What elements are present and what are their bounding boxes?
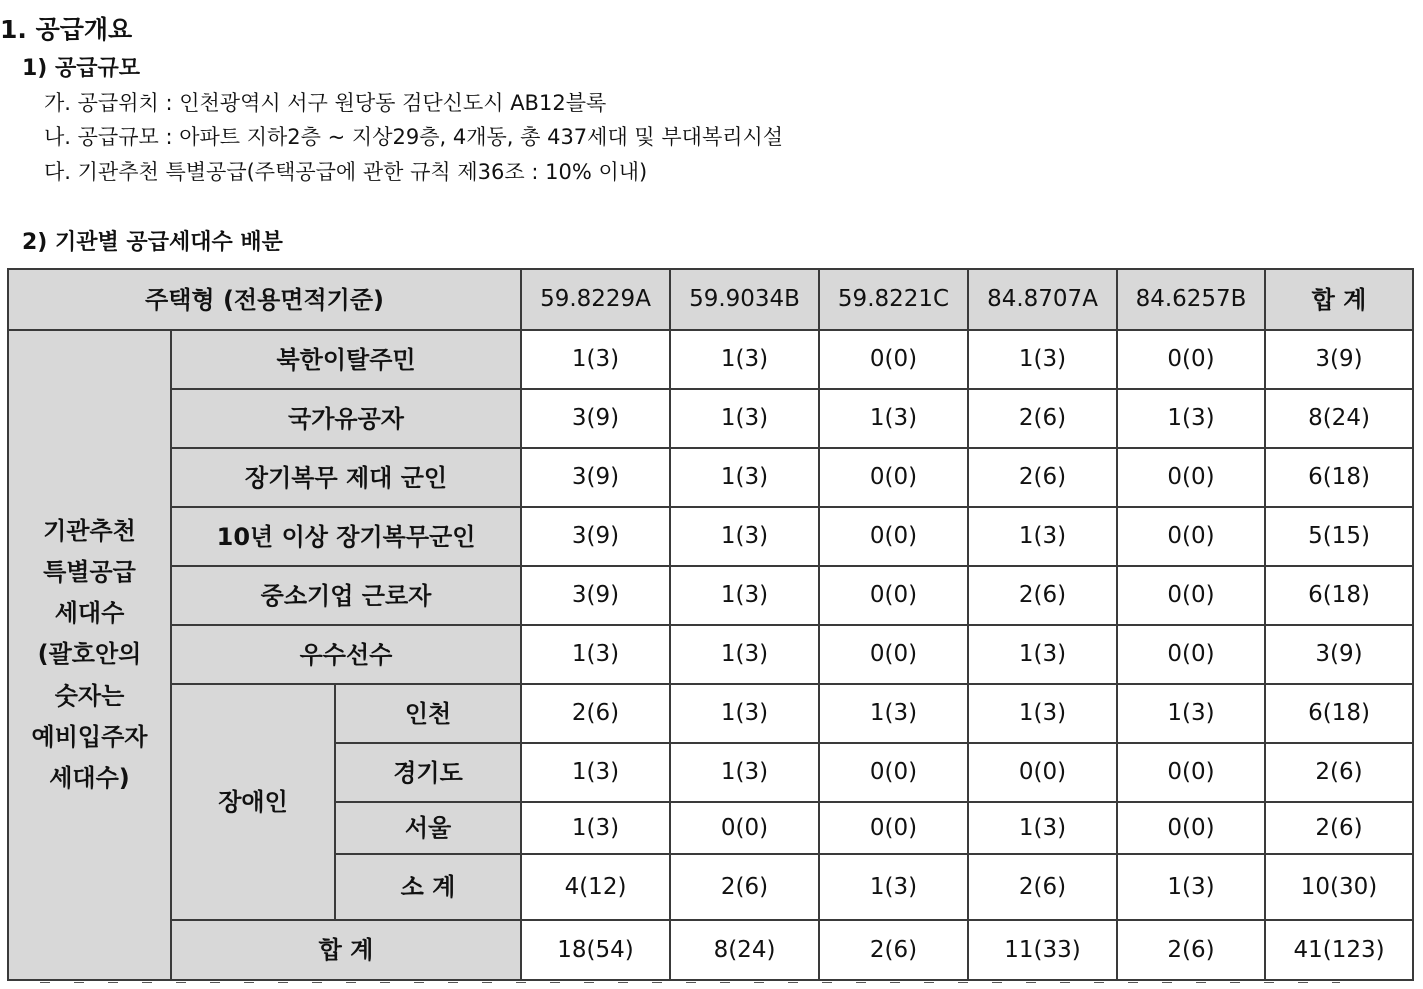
cropped-footnote-edge xyxy=(0,982,1423,989)
cell: 1(3) xyxy=(1117,389,1265,448)
cell: 8(24) xyxy=(1265,389,1413,448)
table-row xyxy=(8,330,1413,389)
cell: 2(6) xyxy=(670,854,819,920)
cell: 1(3) xyxy=(819,389,968,448)
cell: 0(0) xyxy=(1117,625,1265,684)
cell: 0(0) xyxy=(1117,802,1265,854)
cell: 10(30) xyxy=(1265,854,1413,920)
cell: 0(0) xyxy=(819,448,968,507)
cell: 2(6) xyxy=(968,389,1117,448)
cell: 3(9) xyxy=(521,448,670,507)
cell: 2(6) xyxy=(968,566,1117,625)
cell: 11(33) xyxy=(968,920,1117,980)
cell: 3(9) xyxy=(521,507,670,566)
allocation-title: 2) 기관별 공급세대수 배분 xyxy=(22,230,283,255)
cell: 5(15) xyxy=(1265,507,1413,566)
table-row xyxy=(8,389,1413,448)
cell: 1(3) xyxy=(968,625,1117,684)
row-label: 인천 xyxy=(335,684,521,743)
row-label-subtotal: 소 계 xyxy=(335,854,521,920)
row-label: 경기도 xyxy=(335,743,521,802)
col-header: 84.6257B xyxy=(1117,269,1265,330)
col-header: 59.8221C xyxy=(819,269,968,330)
supply-line-scale: 나. 공급규모 : 아파트 지하2층 ~ 지상29층, 4개동, 총 437세대 및 부대복리시설 xyxy=(44,125,784,149)
cell: 2(6) xyxy=(521,684,670,743)
cell: 2(6) xyxy=(819,920,968,980)
cell: 2(6) xyxy=(968,448,1117,507)
cell: 0(0) xyxy=(1117,743,1265,802)
table-row xyxy=(8,507,1413,566)
cell: 1(3) xyxy=(670,507,819,566)
cell: 1(3) xyxy=(968,330,1117,389)
cell: 0(0) xyxy=(819,330,968,389)
cell: 0(0) xyxy=(670,802,819,854)
cell: 1(3) xyxy=(819,854,968,920)
supply-line-special: 다. 기관추천 특별공급(주택공급에 관한 규칙 제36조 : 10% 이내) xyxy=(44,160,648,184)
cell: 1(3) xyxy=(968,684,1117,743)
header-housing-type: 주택형 (전용면적기준) xyxy=(8,269,521,330)
cell: 1(3) xyxy=(968,802,1117,854)
group-label: 기관추천 특별공급 세대수 (괄호안의 숫자는 예비입주자 세대수) xyxy=(8,330,171,980)
cell: 1(3) xyxy=(521,802,670,854)
cell: 1(3) xyxy=(670,566,819,625)
cell: 0(0) xyxy=(1117,507,1265,566)
cell: 3(9) xyxy=(521,389,670,448)
col-header: 84.8707A xyxy=(968,269,1117,330)
cell: 0(0) xyxy=(1117,566,1265,625)
cell: 1(3) xyxy=(1117,684,1265,743)
cropped-text-fragment xyxy=(40,982,1340,983)
cell: 1(3) xyxy=(968,507,1117,566)
supply-scale-title: 1) 공급규모 xyxy=(22,56,141,81)
cell: 1(3) xyxy=(670,448,819,507)
cell: 1(3) xyxy=(521,625,670,684)
cell: 1(3) xyxy=(670,743,819,802)
cell: 1(3) xyxy=(521,330,670,389)
row-label: 국가유공자 xyxy=(171,389,521,448)
row-label: 중소기업 근로자 xyxy=(171,566,521,625)
row-label-total: 합 계 xyxy=(171,920,521,980)
cell: 0(0) xyxy=(1117,448,1265,507)
cell: 0(0) xyxy=(819,566,968,625)
cell: 18(54) xyxy=(521,920,670,980)
row-label: 우수선수 xyxy=(171,625,521,684)
cell: 3(9) xyxy=(1265,625,1413,684)
row-label: 10년 이상 장기복무군인 xyxy=(171,507,521,566)
cell: 2(6) xyxy=(1117,920,1265,980)
cell: 3(9) xyxy=(1265,330,1413,389)
row-label: 북한이탈주민 xyxy=(171,330,521,389)
cell: 0(0) xyxy=(819,743,968,802)
col-header-total: 합 계 xyxy=(1265,269,1413,330)
row-label: 서울 xyxy=(335,802,521,854)
cell: 6(18) xyxy=(1265,448,1413,507)
cell: 3(9) xyxy=(521,566,670,625)
table-row xyxy=(8,448,1413,507)
disabled-group-label: 장애인 xyxy=(171,684,335,920)
col-header: 59.9034B xyxy=(670,269,819,330)
cell: 0(0) xyxy=(968,743,1117,802)
cell: 0(0) xyxy=(1117,330,1265,389)
table-row xyxy=(8,566,1413,625)
cell: 2(6) xyxy=(1265,743,1413,802)
cell: 0(0) xyxy=(819,802,968,854)
cell: 2(6) xyxy=(968,854,1117,920)
cell: 1(3) xyxy=(670,684,819,743)
table-row xyxy=(8,625,1413,684)
cell: 2(6) xyxy=(1265,802,1413,854)
supply-line-location: 가. 공급위치 : 인천광역시 서구 원당동 검단신도시 AB12블록 xyxy=(44,91,607,115)
table-row-total xyxy=(8,920,1413,980)
row-label: 장기복무 제대 군인 xyxy=(171,448,521,507)
cell: 0(0) xyxy=(819,507,968,566)
cell: 6(18) xyxy=(1265,684,1413,743)
cell: 41(123) xyxy=(1265,920,1413,980)
cell: 1(3) xyxy=(521,743,670,802)
cell: 0(0) xyxy=(819,625,968,684)
col-header: 59.8229A xyxy=(521,269,670,330)
cell: 6(18) xyxy=(1265,566,1413,625)
cell: 1(3) xyxy=(670,389,819,448)
cell: 1(3) xyxy=(670,330,819,389)
section-title: 1. 공급개요 xyxy=(0,15,133,44)
cell: 1(3) xyxy=(670,625,819,684)
cell: 1(3) xyxy=(1117,854,1265,920)
allocation-table xyxy=(7,268,1414,981)
table-row xyxy=(8,684,1413,743)
cell: 4(12) xyxy=(521,854,670,920)
cell: 8(24) xyxy=(670,920,819,980)
cell: 1(3) xyxy=(819,684,968,743)
